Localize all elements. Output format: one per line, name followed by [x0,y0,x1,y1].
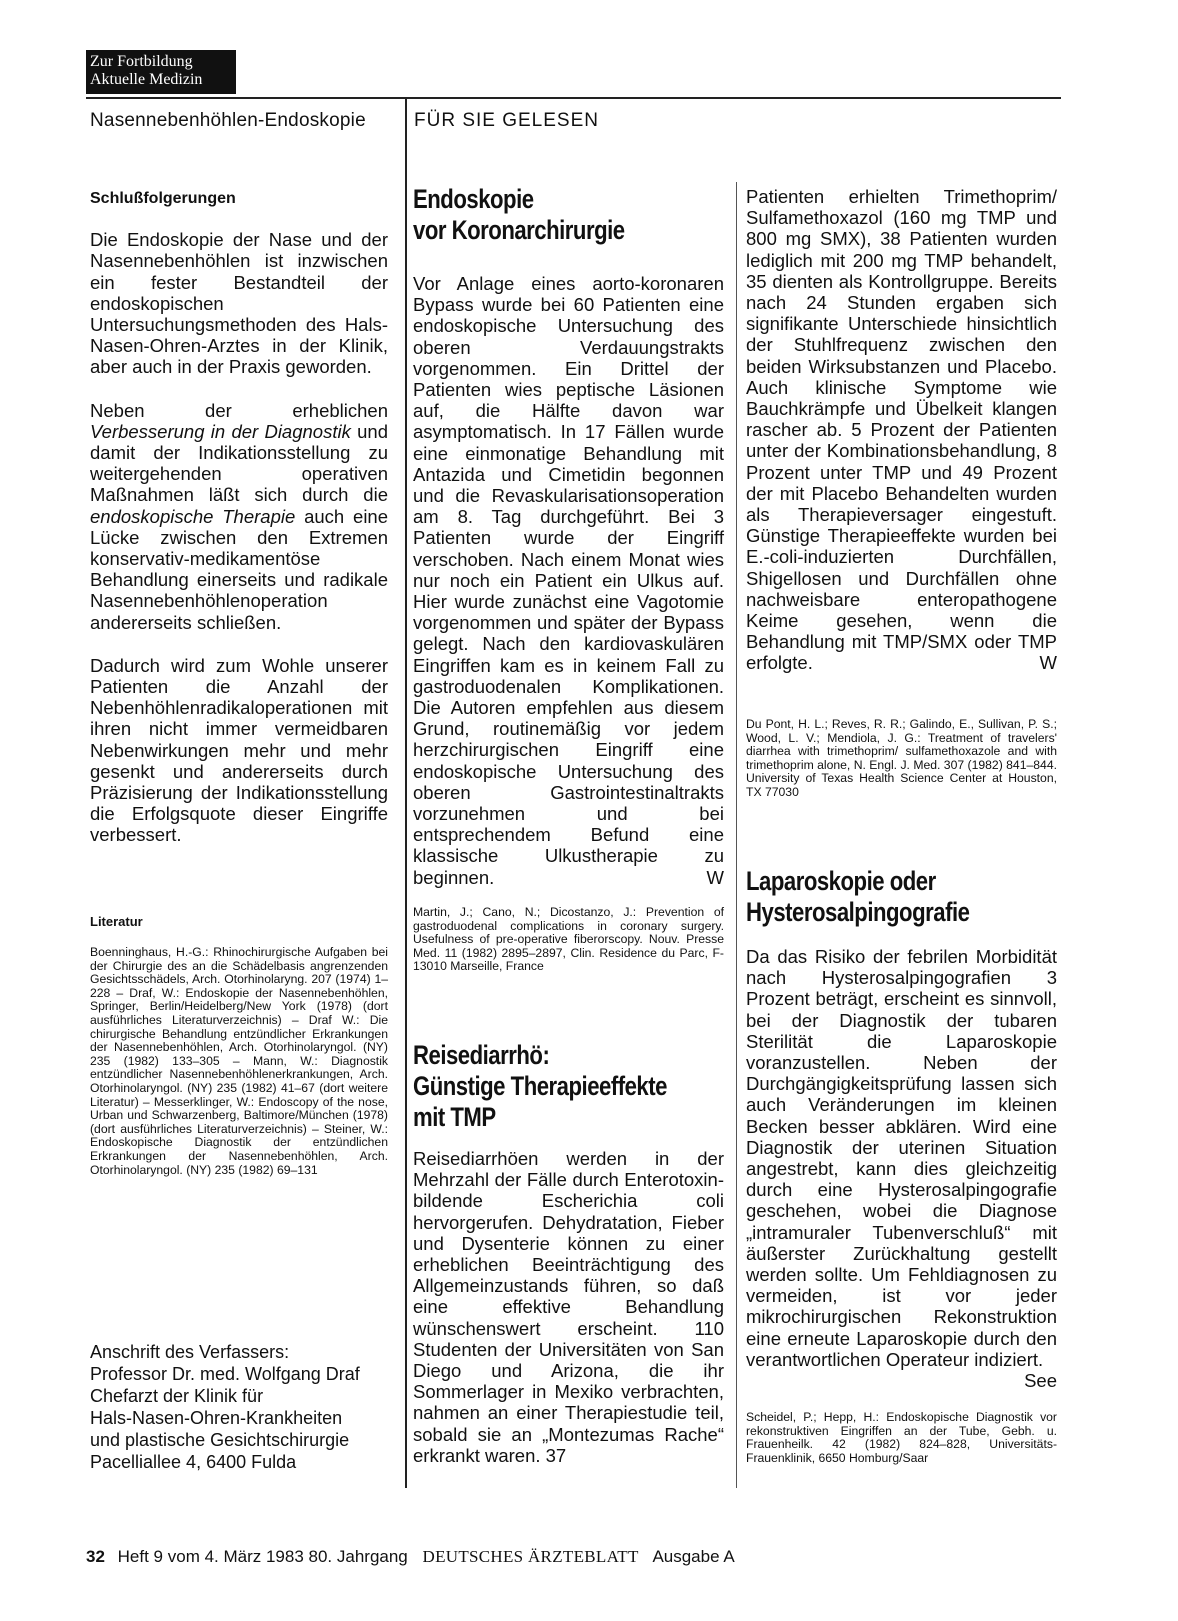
badge-line-2: Aktuelle Medizin [90,71,203,88]
issue-info: Heft 9 vom 4. März 1983 80. Jahrgang [117,1547,408,1566]
article-1-title [413,184,724,246]
literature-heading: Literatur [90,914,143,929]
article-2-body-part-2: Patienten erhielten Trimethoprim/ Sulfamethoxazol (160 mg TMP und 800 mg SMX), 38 Patienten wurden lediglich mit 200 mg TMP behandelt, 35 dienten als Kontrollgruppe. Bereits nach 24 Stunden ergaben sich signifikante Unterschiede hinsichtlich der Stuhlfrequenz zwischen den beiden Wirksubstanzen und Placebo. Auch klinische Symptome wie Bauchkrämpfe und Übelkeit klangen rascher ab. 5 Prozent der Patienten unter der Kombinationsbehandlung, 8 Prozent unter TMP und 49 Prozent der mit Placebo Behandelten wurden als Therapieversager eingestuft. Günstige Therapieeffekte wurden bei E.-coli-induzierten Durchfällen, Shigellosen und Durchfällen ohne nachweisbare enteropathogene Keime gesehen, wenn die Behandlung mit TMP/SMX oder TMP erfolgte. W [746,186,1057,674]
author-address [90,1341,390,1473]
address-line: Anschrift des Verfassers: [90,1342,290,1362]
article-3-body: Da das Risiko der febrilen Morbidität nach Hysterosalpingografien 3 Prozent beträgt, erscheint es sinnvoll, bei der Diagnostik der tubaren Sterilität die Laparoskopie voranzustellen. Neben der Durchgängigkeitsprüfung lassen sich auch Veränderungen im kleinen Becken besser abklären. Wird eine Diagnostik der uterinen Situation angestrebt, kann dies gleichzeitig durch eine Hysterosalpingografie geschehen, wobei die Diagnose „intramuraler Tubenverschluß“ mit äußerster Zurückhaltung gestellt werden sollte. Um Fehldiagnosen zu vermeiden, ist vor jeder mikrochirurgischen Rekonstruktion eine erneute Laparoskopie durch den verantwortlichen Operateur indiziert. See [746,946,1057,1392]
article-2-title [413,1040,724,1133]
running-head-left: Nasennebenhöhlen-Endoskopie [90,110,366,131]
left-column [90,188,388,868]
conclusions-para-2: Neben der erheblichen Verbesserung in der Diagnostik und damit der Indikationsstellung zu weitergehenden operativen Maßnahmen läßt sich durch die endoskopische Therapie auch eine Lücke zwischen den Extremen konservativ-medikamentöse Behandlung einerseits und radikale Nasennebenhöhlenoperation andererseits schließen. [90,399,389,633]
page-footer [86,1547,735,1567]
address-line: Hals-Nasen-Ohren-Krankheiten [90,1408,343,1428]
article-2-title-line: mit TMP [413,1102,496,1132]
article-1-title-line: Endoskopie [413,184,534,214]
article-2-title-line: Günstige Therapieeffekte [413,1071,667,1101]
article-1-title-line: vor Koronarchirurgie [413,215,625,245]
edition: Ausgabe A [652,1547,735,1566]
conclusions-heading: Schlußfolgerungen [90,190,236,207]
article-2-signature: W [1039,652,1057,674]
address-line: und plastische Gesichtschirurgie [90,1430,350,1450]
running-head-section: FÜR SIE GELESEN [414,110,599,131]
address-line: Professor Dr. med. Wolfgang Draf [90,1364,360,1384]
column-divider [405,99,407,1488]
article-3-reference: Scheidel, P.; Hepp, H.: Endoskopische Diagnostik vor rekonstruktiven Eingriffen an der Tube, Gebh. u. Frauenheilk. 42 (1982) 824–828, Universitäts-Frauenklinik, 6650 Homburg/Saar [746,1410,1057,1465]
article-1-reference: Martin, J.; Cano, N.; Dicostanzo, J.: Prevention of gastroduodenal complications in coronary surgery. Usefulness of pre-operative fiberorscopy. Nouv. Presse Med. 11 (1982) 2895–2897, Clin. Residence du Parc, F-13010 Marseille, France [413,905,724,974]
article-3-signature: See [1024,1370,1057,1392]
article-3-title-line: Hysterosalpingografie [746,897,970,927]
article-3-title-line: Laparoskopie oder [746,866,936,896]
conclusions-para-3: Dadurch wird zum Wohle unserer Patienten die Anzahl der Nebenhöhlenradikaloperationen mit ihren nicht immer vermeidbaren Nebenwirkungen mehr und mehr gesenkt und andererseits durch Präzisierung der Indikationsstellung die Erfolgsquote dieser Eingriffe verbessert. [90,654,388,846]
address-line: Pacelliallee 4, 6400 Fulda [90,1452,297,1472]
conclusions-para-1: Die Endoskopie der Nase und der Nasennebenhöhlen ist inzwischen ein fester Bestandteil der endoskopischen Untersuchungsmethoden des Hals-Nasen-Ohren-Arztes in der Klinik, aber auch in der Praxis geworden. [90,229,388,378]
badge-line-1: Zur Fortbildung [90,53,193,70]
column-divider-thin [736,182,737,1488]
section-badge [86,50,236,94]
header-rule [86,97,1061,99]
journal-name: DEUTSCHES ÄRZTEBLATT [422,1547,639,1566]
address-line: Chefarzt der Klinik für [90,1386,264,1406]
article-2-title-line: Reisediarrhö: [413,1040,550,1070]
article-2-body-part-1: Reisediarrhöen werden in der Mehrzahl der Fälle durch Enterotoxin-bildende Escherichia coli hervorgerufen. Dehydratation, Fieber und Dysenterie können zu einer erheblichen Beeinträchtigung des Allgemeinzustands führen, so daß eine effektive Behandlung wünschenswert erscheint. 110 Studenten der Universitäten von San Diego und Arizona, die ihr Sommerlager in Mexiko verbrachten, nahmen an einer Therapiestudie teil, sobald sie an „Montezumas Rache“ erkrankt waren. 37 [413,1148,724,1466]
literature-list: Boenninghaus, H.-G.: Rhinochirurgische Aufgaben bei der Chirurgie des an die Schädelbasis angrenzenden Gesichtsschädels, Arch. Otorhinolaryng. 207 (1974) 1–228 – Draf, W.: Endoskopie der Nasennebenhöhlen, Springer, Berlin/Heidelberg/New York (1978) (dort ausführliches Literaturverzeichnis) – Draf W.: Die chirurgische Behandlung entzündlicher Erkrankungen der Nasennebenhöhlen, Arch. Otorhinolaryngol. (NY) 235 (1982) 133–305 – Mann, W.: Diagnostik entzündlicher Nasennebenhöhlenerkrankungen, Arch. Otorhinolaryngol. (NY) 235 (1982) 41–67 (dort weitere Literatur) – Messerklinger, W.: Endoscopy of the nose, Urban und Schwarzenberg, Baltimore/München (1978) (dort ausführliches Literaturverzeichnis) – Steiner, W.: Endoskopische Diagnostik der entzündlichen Erkrankungen der Nasennebenhöhlen, Arch. Otorhinolaryngol. (NY) 235 (1982) 69–131 [90,945,388,1177]
page-number: 32 [86,1547,105,1566]
article-1-body: Vor Anlage eines aorto-koronaren Bypass wurde bei 60 Patienten eine endoskopische Untersuchung des oberen Verdauungstrakts vorgenommen. Ein Drittel der Patienten wies peptische Läsionen auf, die Hälfte davon war asymptomatisch. In 17 Fällen wurde eine einmonatige Behandlung mit Antazida und Cimetidin begonnen und die Revaskularisationsoperation am 8. Tag durchgeführt. Bei 3 Patienten wurde der Eingriff verschoben. Nach einem Monat wies nur noch ein Patient ein Ulkus auf. Hier wurde zunächst eine Vagotomie vorgenommen und später der Bypass gelegt. Nach den kardiovaskulären Eingriffen kam es in keinem Fall zu gastroduodenalen Komplikationen. Die Autoren empfehlen aus diesem Grund, routinemäßig vor jedem herzchirurgischen Eingriff eine endoskopische Untersuchung des oberen Gastrointestinaltrakts vorzunehmen und bei entsprechendem Befund eine klassische Ulkustherapie zu beginnen. W [413,273,724,888]
article-1-signature: W [706,866,724,888]
article-3-title [746,866,1057,928]
article-2-reference: Du Pont, H. L.; Reves, R. R.; Galindo, E., Sullivan, P. S.; Wood, L. V.; Mendiola, J. G.: Treatment of travelers' diarrhea with trimethoprim/ sulfamethoxazole and with trimethoprim alone, N. Engl. J. Med. 307 (1982) 841–844. University of Texas Health Science Center at Houston, TX 77030 [746,717,1057,799]
